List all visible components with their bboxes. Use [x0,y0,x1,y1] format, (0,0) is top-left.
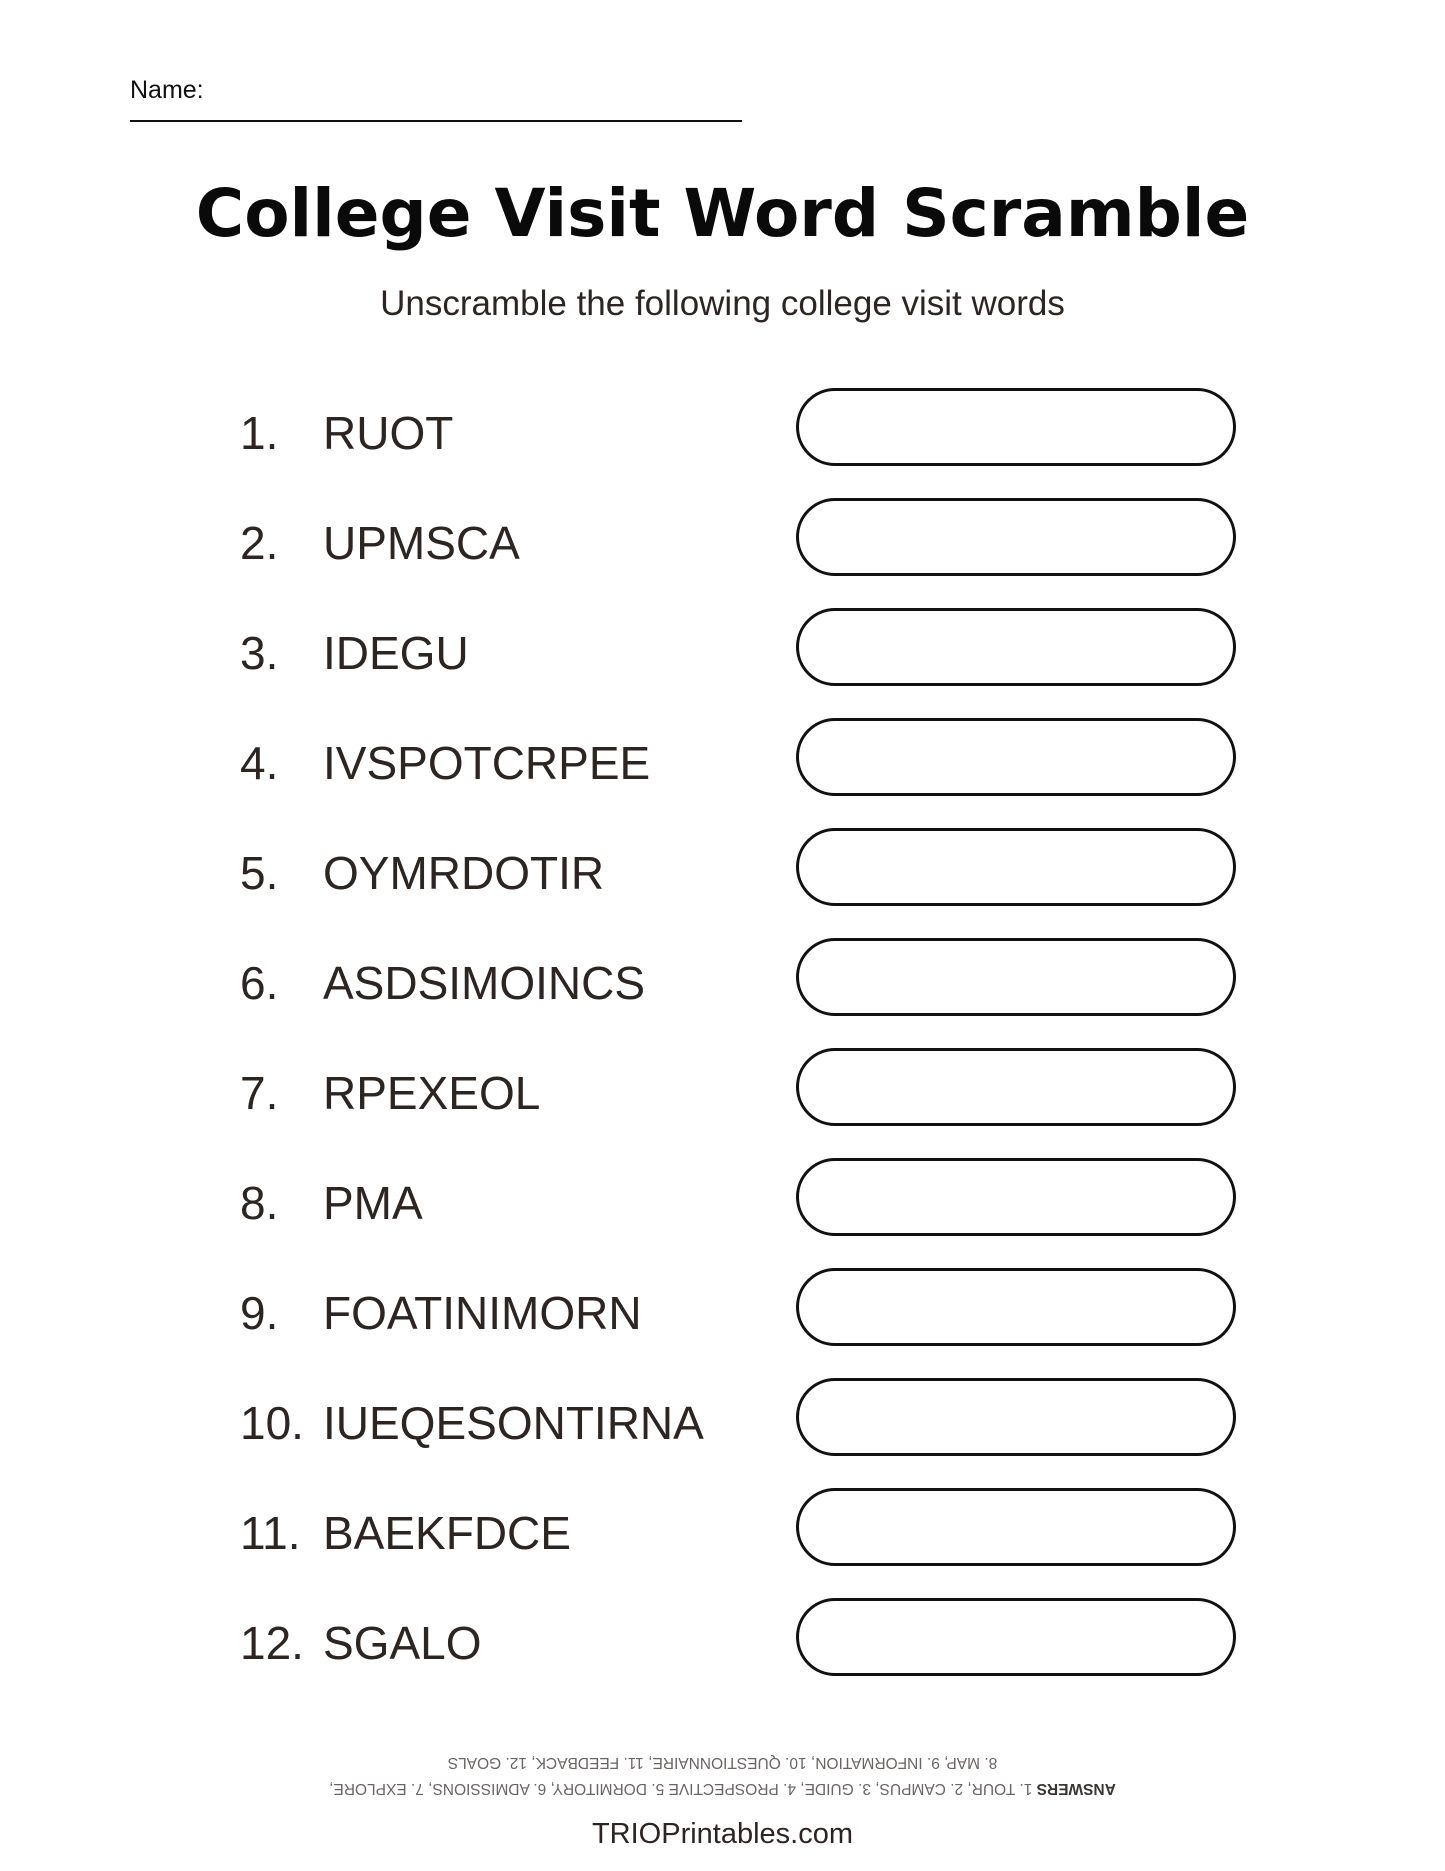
scrambled-word: ASDSIMOINCS [323,957,646,1009]
scrambled-word: SGALO [323,1617,482,1669]
item-number: 5. [240,847,279,899]
name-label: Name: [130,76,204,104]
item-number: 1. [240,407,279,459]
item-number: 6. [240,957,279,1009]
list-item [0,938,1445,1020]
list-item [0,388,1445,470]
item-number: 2. [240,517,279,569]
scrambled-word: BAEKFDCE [323,1507,571,1559]
answer-box[interactable] [796,938,1236,1016]
list-item [0,608,1445,690]
list-item [0,1378,1445,1460]
scrambled-word: UPMSCA [323,517,520,569]
answer-key [0,1749,1445,1801]
page-subtitle: Unscramble the following college visit words [380,284,1065,323]
scrambled-word: IUEQESONTIRNA [323,1397,704,1449]
answer-box[interactable] [796,1268,1236,1346]
footer-site: TRIOPrintables.com [591,1818,854,1850]
item-number: 4. [240,737,279,789]
answer-box[interactable] [796,498,1236,576]
item-number: 11. [240,1507,301,1559]
list-item [0,1598,1445,1680]
item-number: 8. [240,1177,279,1229]
scrambled-word: IDEGU [323,627,469,679]
item-number: 10. [240,1397,304,1449]
scrambled-word: OYMRDOTIR [323,847,605,899]
answer-box[interactable] [796,388,1236,466]
page-title: College Visit Word Scramble [195,175,1250,252]
item-number: 9. [240,1287,279,1339]
item-number: 12. [240,1617,304,1669]
answer-box[interactable] [796,1048,1236,1126]
list-item [0,1268,1445,1350]
scrambled-word: PMA [323,1177,423,1229]
item-number: 3. [240,627,279,679]
answer-box[interactable] [796,718,1236,796]
list-item [0,828,1445,910]
answer-key-line-1 [0,1775,1445,1801]
scrambled-word: FOATINIMORN [323,1287,642,1339]
answer-box[interactable] [796,608,1236,686]
answer-key-text-1: 1. TOUR, 2. CAMPUS, 3. GUIDE, 4. PROSPECTIVE 5. DORMITORY, 6. ADMISSIONS, 7. EXPLORE, [329,1780,1033,1797]
answer-key-label: ANSWERS [1036,1780,1116,1797]
answer-box[interactable] [796,1378,1236,1456]
list-item [0,1048,1445,1130]
list-item [0,1158,1445,1240]
answer-box[interactable] [796,1598,1236,1676]
answer-box[interactable] [796,828,1236,906]
item-number: 7. [240,1067,279,1119]
answer-key-line-2: 8. MAP, 9. INFORMATION, 10. QUESTIONNAIRE, 11. FEEDBACK, 12. GOALS [447,1754,998,1771]
answer-box[interactable] [796,1158,1236,1236]
list-item [0,498,1445,580]
scrambled-word: IVSPOTCRPEE [323,737,651,789]
scrambled-word: RPEXEOL [323,1067,541,1119]
list-item [0,718,1445,800]
list-item [0,1488,1445,1570]
answer-box[interactable] [796,1488,1236,1566]
scrambled-word: RUOT [323,407,454,459]
